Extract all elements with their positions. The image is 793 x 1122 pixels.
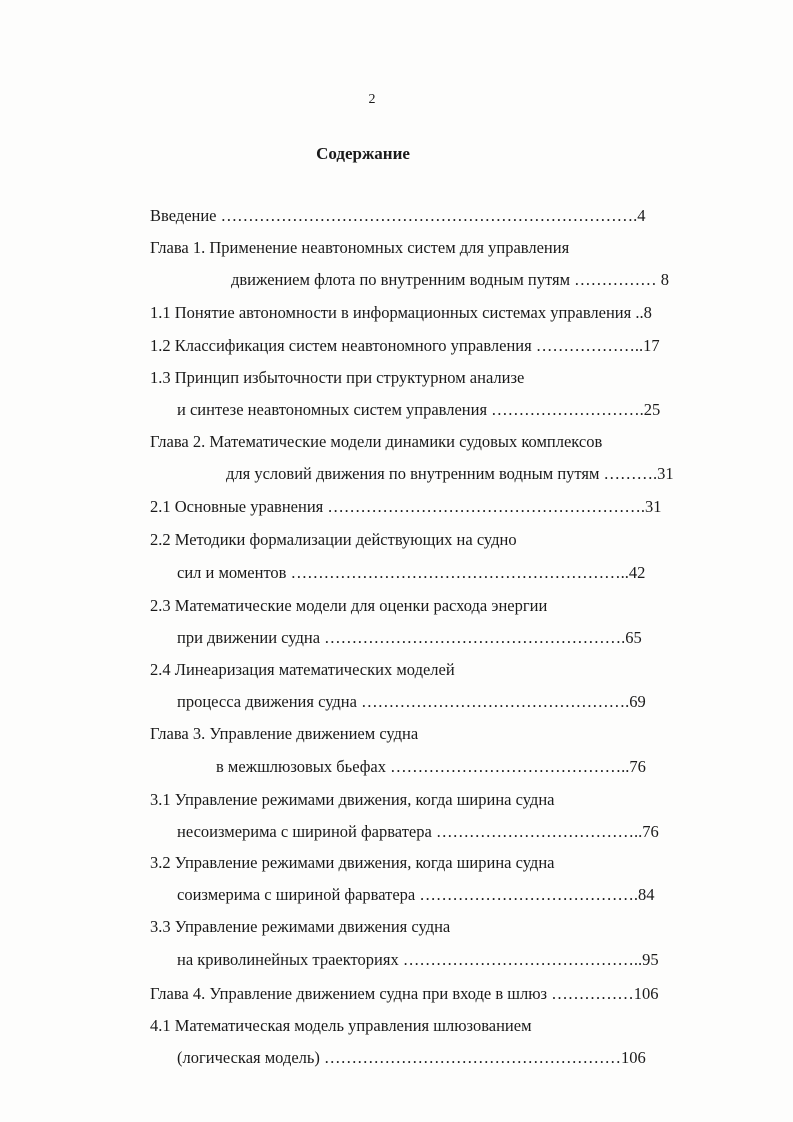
toc-line-4-1: 4.1 Математическая модель управления шлюзованием — [150, 1016, 532, 1035]
page-number: 2 — [368, 92, 376, 107]
toc-line-1-3-cont: и синтезе неавтономных систем управления ……………………….25 — [177, 400, 661, 419]
toc-line-2-1: 2.1 Основные уравнения ………………………………………………….31 — [150, 497, 662, 516]
toc-line-chapter-1-cont: движением флота по внутренним водным путям …………… 8 — [231, 270, 670, 289]
toc-line-chapter-4: Глава 4. Управление движением судна при входе в шлюз ……………106 — [150, 984, 659, 1003]
toc-line-chapter-3: Глава 3. Управление движением судна — [150, 724, 419, 743]
toc-line-chapter-1: Глава 1. Применение неавтономных систем для управления — [150, 238, 570, 257]
toc-line-2-3: 2.3 Математические модели для оценки расхода энергии — [150, 596, 548, 615]
toc-line-intro: Введение ………………………………………………………………….4 — [150, 206, 646, 225]
toc-line-1-1: 1.1 Понятие автономности в информационных системах управления ..8 — [150, 303, 652, 322]
toc-line-2-4-cont: процесса движения судна ………………………………………….69 — [177, 692, 646, 711]
toc-line-3-1: 3.1 Управление режимами движения, когда ширина судна — [150, 790, 555, 809]
toc-line-3-3-cont: на криволинейных траекториях ……………………………………..95 — [177, 950, 659, 969]
toc-line-4-1-cont: (логическая модель) ………………………………………………106 — [177, 1048, 646, 1067]
toc-line-3-2: 3.2 Управление режимами движения, когда ширина судна — [150, 853, 555, 872]
toc-line-chapter-3-cont: в межшлюзовых бьефах ……………………………………..76 — [216, 757, 646, 776]
toc-line-2-4: 2.4 Линеаризация математических моделей — [150, 660, 455, 679]
toc-line-3-1-cont: несоизмерима с шириной фарватера ………………………………..76 — [177, 822, 659, 841]
toc-line-3-3: 3.3 Управление режимами движения судна — [150, 917, 451, 936]
toc-line-1-3: 1.3 Принцип избыточности при структурном анализе — [150, 368, 525, 387]
toc-line-chapter-2-cont: для условий движения по внутренним водным путям ……….31 — [226, 464, 674, 483]
toc-line-chapter-2: Глава 2. Математические модели динамики судовых комплексов — [150, 432, 603, 451]
toc-line-2-2-cont: сил и моментов ……………………………………………………..42 — [177, 563, 646, 582]
toc-line-2-3-cont: при движении судна ……………………………………………….65 — [177, 628, 642, 647]
page-title: Содержание — [316, 144, 410, 163]
toc-line-3-2-cont: соизмерима с шириной фарватера ………………………………….84 — [177, 885, 655, 904]
toc-line-1-2: 1.2 Классификация систем неавтономного управления ………………..17 — [150, 336, 660, 355]
toc-line-2-2: 2.2 Методики формализации действующих на судно — [150, 530, 517, 549]
